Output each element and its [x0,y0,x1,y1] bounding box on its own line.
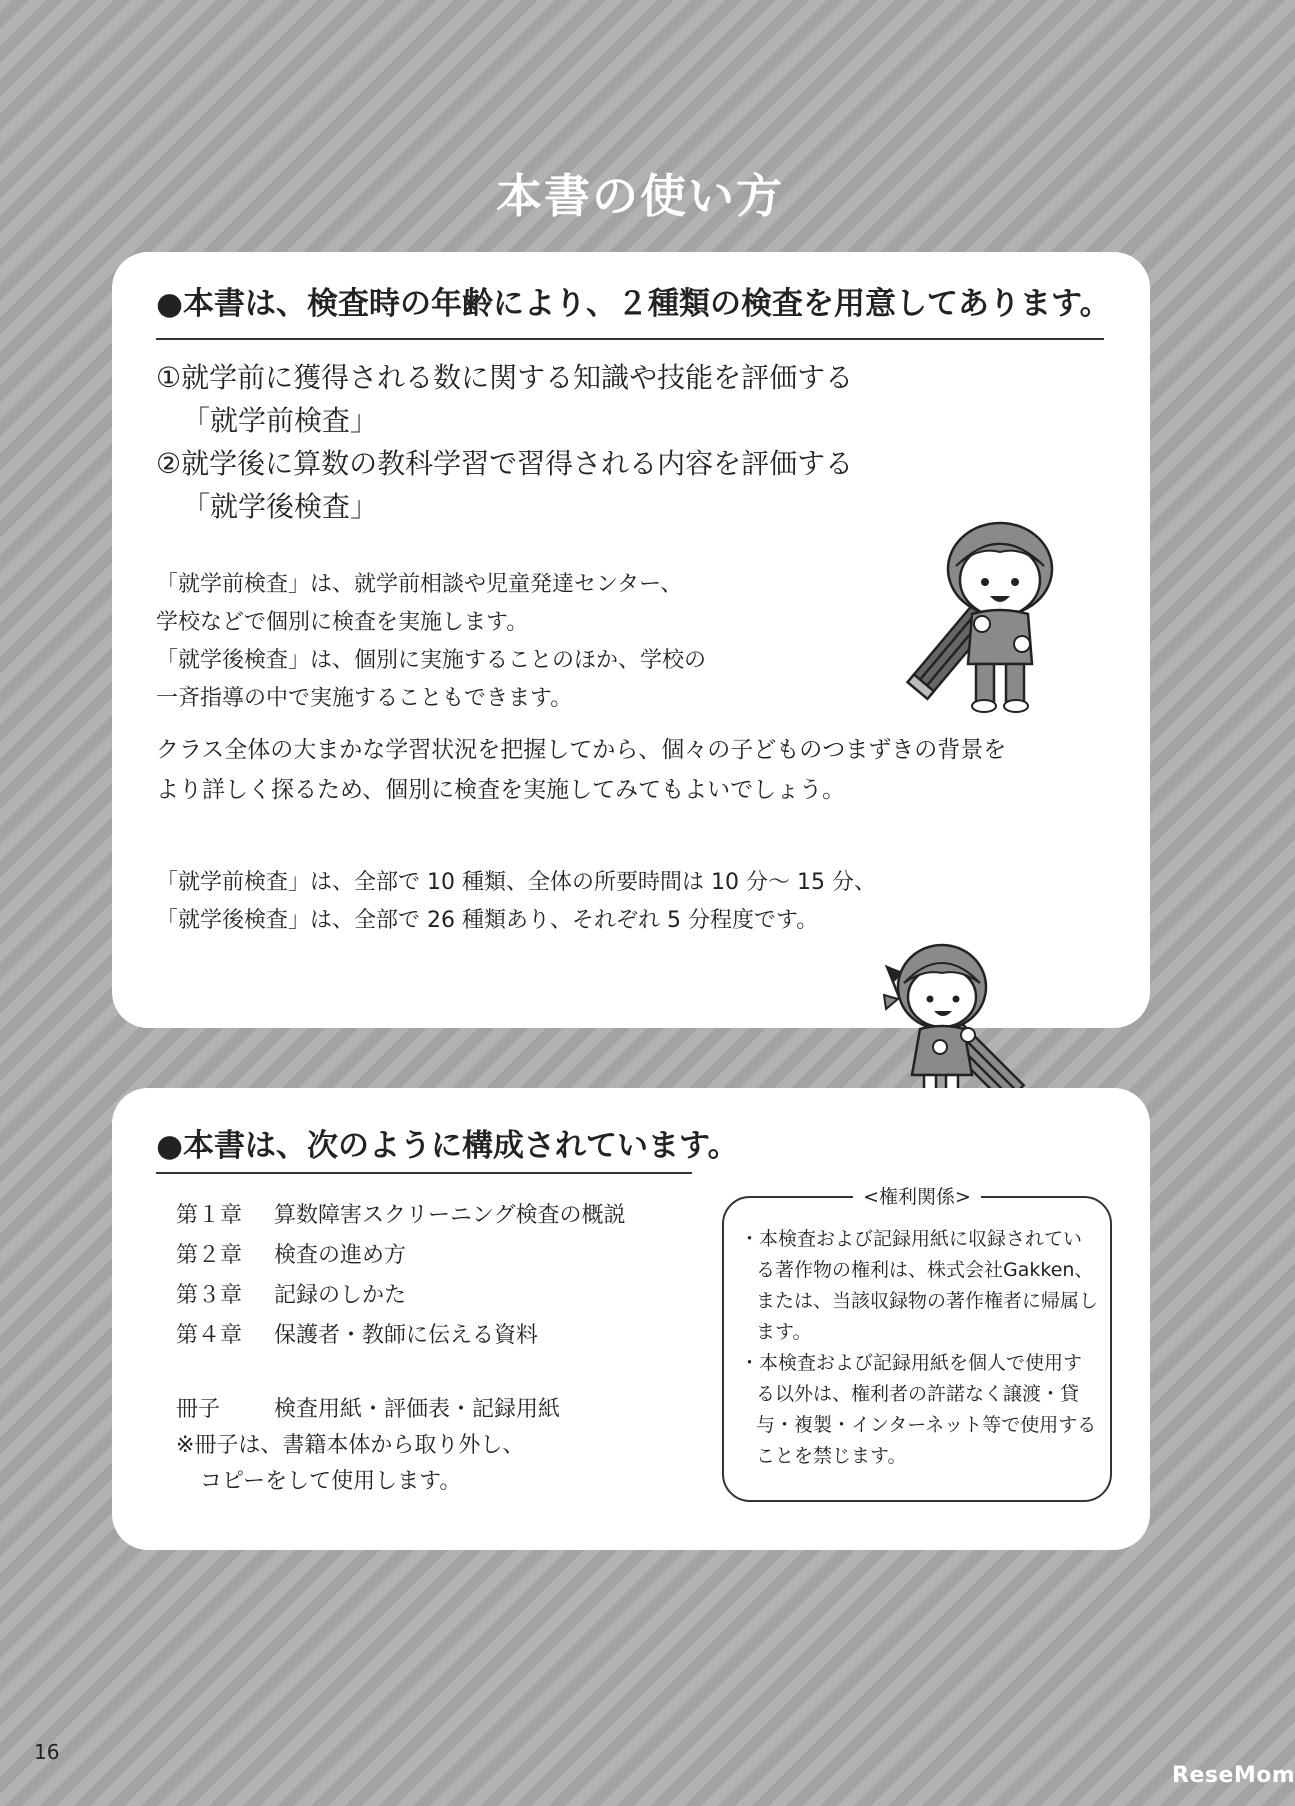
test-type-list [156,356,853,528]
chapter-item [176,1276,626,1316]
rights-notice-box [722,1186,1112,1502]
chapter-number: 第４章 [176,1323,243,1348]
chapter-item [176,1316,626,1356]
chapter-list [176,1196,626,1356]
rights-title: <権利関係> [853,1186,981,1208]
chapter-item [176,1236,626,1276]
chapter-title: 算数障害スクリーニング検査の概説 [274,1203,626,1228]
paragraph-line: 学校などで個別に検査を実施します。 [156,610,529,635]
paragraph-line: 「就学前検査」は、全部で 10 種類、全体の所要時間は 10 分～ 15 分、 [156,870,876,895]
booklet-label: 冊子 [176,1397,221,1422]
booklet-row [176,1392,560,1428]
paragraph-line: より詳しく探るため、個別に検査を実施してみてもよいでしょう。 [156,777,846,803]
paragraph-test-counts [156,864,876,940]
rights-item: ・本検査および記録用紙に収録されている著作物の権利は、株式会社Gakken、または、当該収録物の著作権者に帰属します。 [740,1228,1099,1343]
rights-item: ・本検査および記録用紙を個人で使用する以外は、権利者の許諾なく譲渡・貸与・複製・インターネット等で使用することを禁じます。 [740,1352,1097,1467]
test-type-name: 「就学前検査」 [182,404,379,437]
test-type-item: ②就学後に算数の教科学習で習得される内容を評価する [156,447,854,480]
chapter-title: 検査の進め方 [274,1243,407,1268]
heading-divider [156,338,1104,340]
paragraph-line: 「就学後検査」は、個別に実施することのほか、学校の [156,648,707,673]
test-type-item: ①就学前に獲得される数に関する知識や技能を評価する [156,361,854,394]
booklet-note: ※冊子は、書籍本体から取り外し、 [176,1433,525,1458]
chapter-number: 第３章 [176,1283,243,1308]
paragraph-line: 一斉指導の中で実施することもできます。 [156,686,573,711]
paragraph-class-usage [156,730,1006,810]
section-heading-test-types: ●本書は、検査時の年齢により、２種類の検査を用意してあります。 [156,286,1111,322]
page-number: 16 [34,1740,60,1764]
chapter-number: 第２章 [176,1243,243,1268]
test-type-name: 「就学後検査」 [182,490,379,523]
page-title: 本書の使い方 [496,169,784,223]
paragraph-line: クラス全体の大まかな学習状況を把握してから、個々の子どものつまずきの背景を [156,737,1007,763]
paragraph-line: 「就学後検査」は、全部で 26 種類あり、それぞれ 5 分程度です。 [156,908,819,933]
chapter-title: 記録のしかた [274,1283,407,1308]
booklet-info [176,1392,560,1500]
section-heading-structure: ●本書は、次のように構成されています。 [156,1128,739,1164]
chapter-title: 保護者・教師に伝える資料 [274,1323,539,1348]
book-structure-card [112,1088,1150,1550]
paragraph-implementation [156,566,706,718]
booklet-content: 検査用紙・評価表・記録用紙 [274,1397,561,1422]
test-types-card [112,252,1150,1028]
boy-with-pencil-illustration [872,514,1072,714]
chapter-number: 第１章 [176,1203,243,1228]
rights-text [740,1224,1100,1472]
resemom-logo: ReseMom [1172,1763,1295,1788]
chapter-item [176,1196,626,1236]
paragraph-line: 「就学前検査」は、就学前相談や児童発達センター、 [156,572,683,597]
heading-divider [156,1172,692,1174]
booklet-note: コピーをして使用します。 [200,1469,462,1494]
